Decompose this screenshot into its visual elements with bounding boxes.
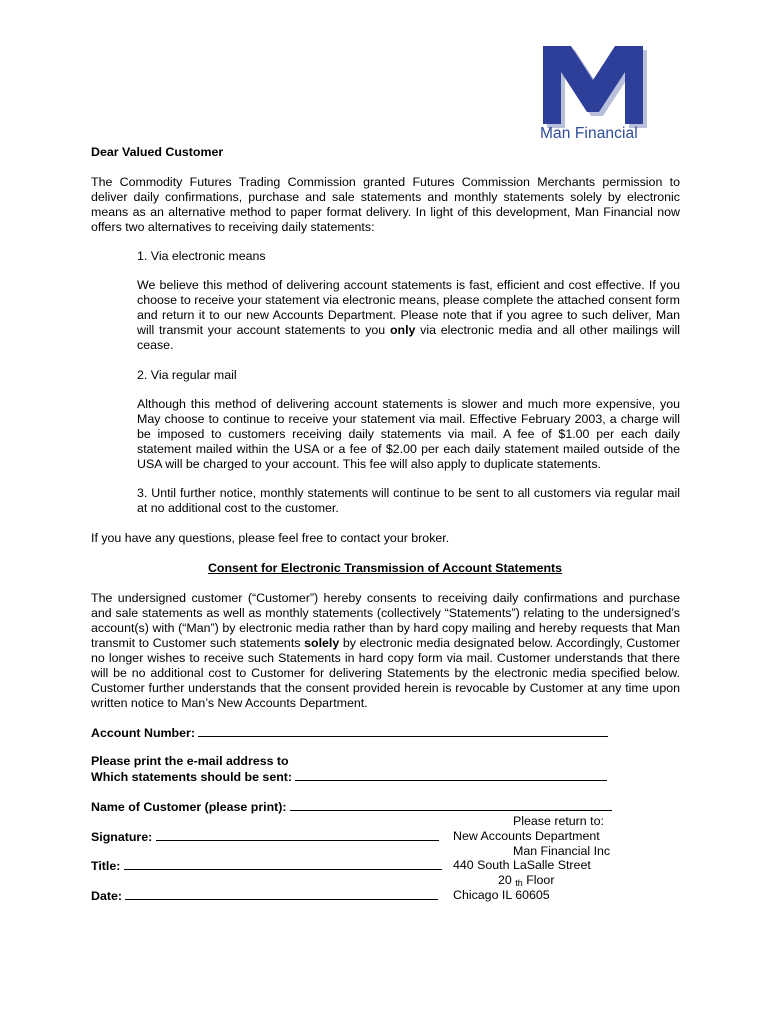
customer-name-field[interactable] — [91, 799, 612, 815]
date-line[interactable] — [125, 888, 438, 900]
date-field[interactable] — [91, 888, 438, 904]
account-number-line[interactable] — [198, 725, 608, 737]
intro-paragraph: The Commodity Futures Trading Commission granted Futures Commission Merchants permission to deliver daily confirmations, purchase and sale statements and monthly statements solely by electronic means as an alternative method to paper format delivery. In light of this development, Man Financial now offers two alternatives to receiving daily statements: — [91, 175, 680, 234]
consent-title: Consent for Electronic Transmission of Account Statements — [207, 561, 563, 575]
email-field[interactable] — [91, 769, 607, 785]
return-address-line2: New Accounts Department — [453, 829, 600, 843]
option-1-text: We believe this method of delivering account statements is fast, efficient and cost effective. If you choose to receive your statement via electronic means, please complete the attached consent form and return it to our new Accounts Department. Please note that if you agree to such deliver, Man will transmit your account statements to you only via electronic media and all other mailings will cease. — [137, 278, 680, 352]
signature-line[interactable] — [156, 829, 439, 841]
title-field[interactable] — [91, 858, 442, 874]
customer-name-line[interactable] — [290, 799, 612, 811]
signature-field[interactable] — [91, 829, 439, 845]
option-2-heading: 2. Via regular mail — [137, 368, 237, 382]
return-address-line4: 440 South LaSalle Street — [453, 858, 591, 872]
option-1-heading: 1. Via electronic means — [137, 249, 266, 263]
signature-label: Signature: — [91, 830, 153, 844]
option-2-text: Although this method of delivering account statements is slower and much more expensive, you May choose to continue to receive your statement via mail. Effective February 2003, a charge will be imposed to customers receiving daily statements via mail. A fee of $1.00 per each daily statement mailed within the USA or a fee of $2.00 per each daily statement mailed outside of the USA will be charged to your account. This fee will also apply to duplicate statements. — [137, 397, 680, 471]
date-label: Date: — [91, 889, 122, 903]
salutation: Dear Valued Customer — [91, 145, 224, 159]
return-address-line6: Chicago IL 60605 — [453, 888, 550, 902]
customer-name-label: Name of Customer (please print): — [91, 800, 287, 814]
email-label-line2: Which statements should be sent: — [91, 770, 293, 784]
return-address-line3: Man Financial Inc — [513, 844, 611, 858]
account-number-label: Account Number: — [91, 726, 195, 740]
return-address-floor: 20 th Floor — [498, 873, 555, 888]
title-label: Title: — [91, 859, 121, 873]
title-line[interactable] — [124, 858, 442, 870]
consent-paragraph: The undersigned customer (“Customer”) hereby consents to receiving daily confirmations and purchase and sale statements as well as monthly statements (collectively “Statements”) relating to the undersigned’s account(s) with (“Man”) by electronic media rather than by hard copy mailing and hereby requests that Man transmit to Customer such statements solely by electronic media designated below. Accordingly, Customer no longer wishes to receive such Statements in hard copy form via mail. Customer understands that there will be no additional cost to Customer for delivering Statements by the electronic media specified below. Customer further understands that the consent provided herein is revocable by Customer at any time upon written notice to Man’s New Accounts Department. — [91, 591, 680, 710]
questions-text: If you have any questions, please feel free to contact your broker. — [91, 531, 450, 545]
email-label-line1: Please print the e-mail address to — [91, 754, 289, 768]
account-number-field[interactable] — [91, 725, 608, 741]
solely-emphasis: solely — [304, 636, 340, 650]
return-address-line1: Please return to: — [513, 814, 604, 828]
email-line[interactable] — [295, 769, 607, 781]
option-3-text: 3. Until further notice, monthly statements will continue to be sent to all customers via regular mail at no additional cost to the customer. — [137, 486, 680, 515]
logo-text: Man Financial — [540, 125, 638, 142]
only-emphasis: only — [389, 323, 416, 337]
